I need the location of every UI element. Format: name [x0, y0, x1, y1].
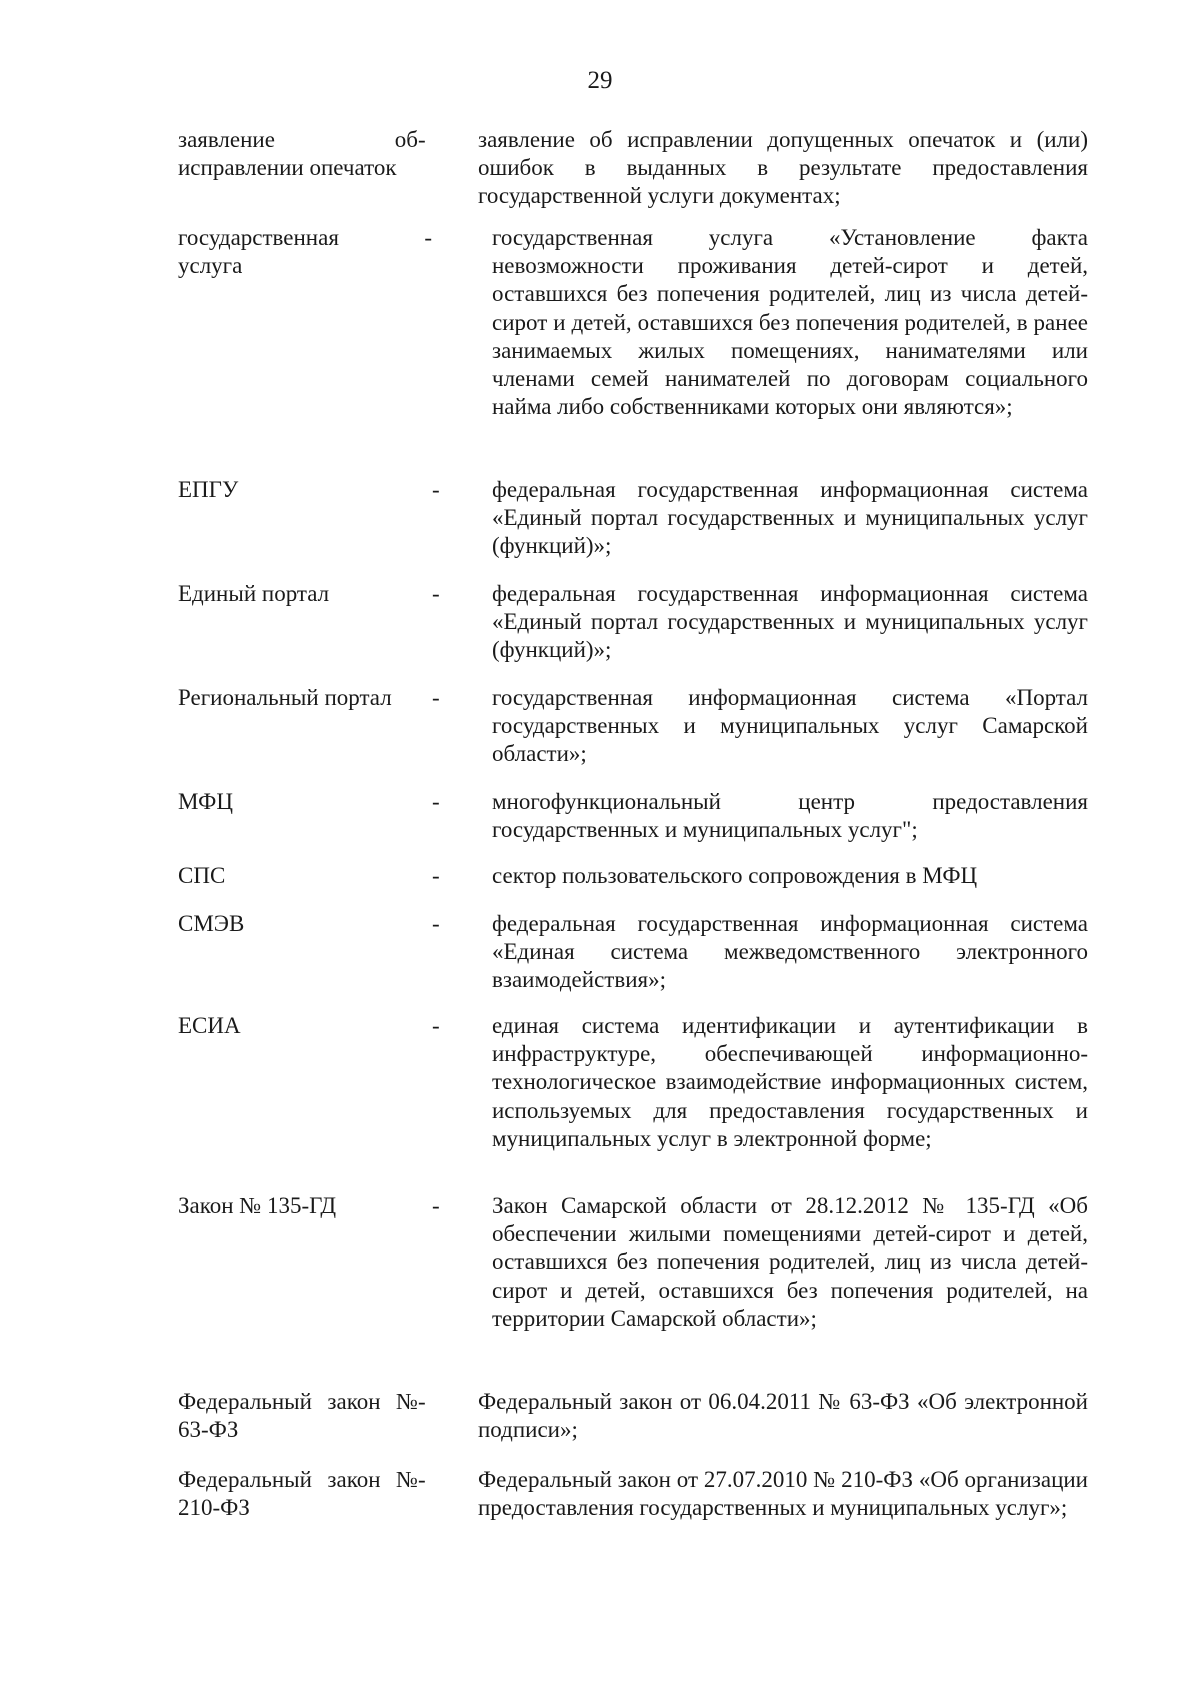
definition-term: заявление об исправлении опечаток	[178, 127, 418, 181]
definition-term: ЕСИА	[178, 1013, 241, 1038]
definition-term: государственная услуга	[178, 225, 339, 279]
definition-dash: -	[418, 1389, 426, 1414]
definition-row	[178, 580, 1088, 684]
definition-row	[178, 1192, 1088, 1388]
definition-text: заявление об исправлении допущенных опечаток и (или) ошибок в выданных в результате предоставления государственной услуги документах;	[478, 127, 1088, 209]
definition-row	[178, 788, 1088, 862]
definition-text: Закон Самарской области от 28.12.2012 № 135-ГД «Об обеспечении жилыми помещениями детей-сирот и детей, оставшихся без попечения родителей, лиц из числа детей-сирот и детей, оставшихся без попечения родителей, на территории Самарской области»;	[492, 1193, 1088, 1331]
definition-row	[178, 910, 1088, 1012]
definition-dash: -	[432, 581, 440, 606]
definition-text: федеральная государственная информационная система «Единая система межведомственного электронного взаимодействия»;	[492, 911, 1088, 993]
definition-dash: -	[432, 1013, 440, 1038]
definition-term: Федеральный закон № 63-ФЗ	[178, 1389, 418, 1443]
definition-dash: -	[432, 477, 440, 502]
definition-term: Региональный портал	[178, 685, 392, 710]
definition-dash: -	[424, 225, 432, 250]
definition-term: Федеральный закон № 210-ФЗ	[178, 1467, 418, 1521]
definition-text: многофункциональный центр предоставления государственных и муниципальных услуг";	[492, 789, 1088, 843]
page-number: 29	[587, 67, 613, 94]
definition-term: СМЭВ	[178, 911, 245, 936]
definition-dash: -	[432, 789, 440, 814]
definition-row	[178, 224, 1088, 476]
definition-row	[178, 1012, 1088, 1192]
definition-term: СПС	[178, 863, 226, 888]
definition-dash: -	[432, 911, 440, 936]
definition-dash: -	[418, 127, 426, 152]
definition-text: государственная услуга «Установление факта невозможности проживания детей-сирот и детей, оставшихся без попечения родителей, лиц из числа детей-сирот и детей, оставшихся без попечения родителей, в ранее занимаемых жилых помещениях, нанимателями или членами семей нанимателей по договорам социального найма либо собственниками которых они являются»;	[492, 225, 1088, 420]
definition-term: ЕПГУ	[178, 477, 239, 502]
definition-text: федеральная государственная информационная система «Единый портал государственных и муниципальных услуг (функций)»;	[492, 477, 1088, 559]
definition-row	[178, 1466, 1088, 1570]
definition-dash: -	[432, 685, 440, 710]
definition-text: федеральная государственная информационная система «Единый портал государственных и муниципальных услуг (функций)»;	[492, 581, 1088, 663]
definition-dash: -	[432, 863, 440, 888]
definitions-list	[178, 126, 1088, 1570]
definition-text: Федеральный закон от 27.07.2010 № 210-ФЗ «Об организации предоставления государственных и муниципальных услуг»;	[478, 1467, 1088, 1521]
definition-row	[178, 476, 1088, 580]
definition-dash: -	[432, 1193, 440, 1218]
definition-row	[178, 684, 1088, 788]
definition-row	[178, 862, 1088, 910]
definition-row	[178, 126, 1088, 224]
definition-text: государственная информационная система «Портал государственных и муниципальных услуг Самарской области»;	[492, 685, 1088, 767]
definition-text: единая система идентификации и аутентификации в инфраструктуре, обеспечивающей информационно-технологическое взаимодействие информационных систем, используемых для предоставления государственных и муниципальных услуг в электронной форме;	[492, 1013, 1088, 1151]
definition-row	[178, 1388, 1088, 1466]
definition-text: сектор пользовательского сопровождения в МФЦ	[492, 863, 978, 888]
definition-dash: -	[418, 1467, 426, 1492]
definition-term: Закон № 135-ГД	[178, 1193, 337, 1218]
definition-term: Единый портал	[178, 581, 330, 606]
definition-term: МФЦ	[178, 789, 233, 814]
definition-text: Федеральный закон от 06.04.2011 № 63-ФЗ «Об электронной подписи»;	[478, 1389, 1088, 1443]
